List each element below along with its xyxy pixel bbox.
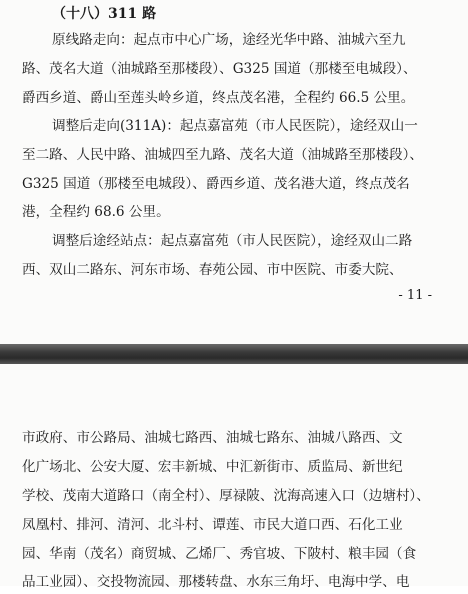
paragraph-line: 化广场北、公安大厦、宏丰新城、中汇新街市、质监局、新世纪 [22,459,403,475]
paragraph-line: 学校、茂南大道路口（南全村）、厚禄陂、沈海高速入口（边塘村）、 [22,488,430,504]
paragraph-line: 西、双山二路东、河东市场、春苑公园、市中医院、市委大院、 [22,262,403,278]
paragraph-line: 调整后途经站点：起点嘉富苑（市人民医院），途经双山二路 [52,233,413,249]
paragraph-line: 路、茂名大道（油城路至那楼段）、G325 国道（那楼至电城段）、 [22,61,417,77]
paragraph-line: 港，全程约 68.6 公里。 [22,204,170,220]
paragraph-line: 品工业园）、交投物流园、那楼转盘、水东三角圩、电海中学、电 [22,574,410,590]
page-gutter [0,344,468,364]
document-page-bottom [0,364,468,590]
paragraph-line: 至二路、人民中路、油城四至九路、茂名大道（油城路至那楼段）、 [22,147,424,163]
paragraph-line: 凤凰村、排河、清河、北斗村、谭莲、市民大道口西、石化工业 [22,517,403,533]
paragraph-line: 园、华南（茂名）商贸城、乙烯厂、秀官坡、下陂村、粮丰园（食 [22,546,417,562]
paragraph-line: G325 国道（那楼至电城段）、爵西乡道、茂名港大道，终点茂名 [22,176,410,192]
paragraph-line: 市政府、市公路局、油城七路西、油城七路东、油城八路西、文 [22,430,403,446]
paragraph-line: 爵西乡道、爵山至莲头岭乡道，终点茂名港，全程约 66.5 公里。 [22,90,415,106]
section-heading: （十八）311 路 [52,6,157,22]
paragraph-line: 调整后走向(311A)：起点嘉富苑（市人民医院），途经双山一 [52,118,418,134]
paragraph-line: 原线路走向：起点市中心广场，途经光华中路、油城六至九 [52,32,406,48]
page-number: - 11 - [398,288,432,303]
